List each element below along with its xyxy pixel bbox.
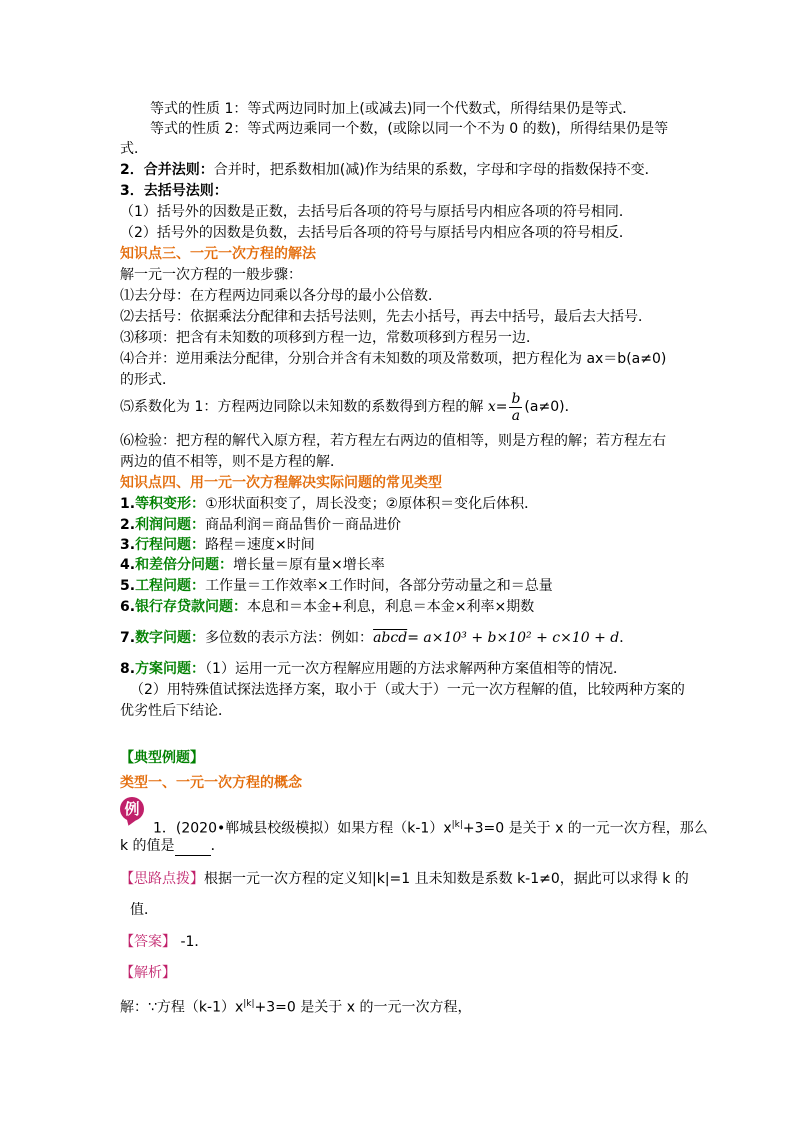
item-number: 5. [120,578,136,594]
formula-end: ． [619,630,634,646]
item-label: 方案问题： [135,661,206,677]
section-heading: 知识点三、一元一次方程的解法 [120,246,316,262]
type-item [120,576,553,596]
text-line: 等式的性质 2：等式两边乘同一个数，(或除以同一个不为 0 的数)，所得结果仍是等 [150,121,669,137]
rule-brackets [120,181,228,201]
question-line [153,815,708,839]
item-number: 2. [120,517,136,533]
item-number: 3． [120,183,144,199]
type-item [120,555,385,575]
item-number: 4. [120,557,136,573]
formula: = a×10³ + b×10² + c×10 + d [407,630,620,646]
text-line: 式． [120,141,148,157]
item-label: 利润问题： [135,517,206,533]
item-label: 合并法则： [143,162,214,178]
solution-text: 解：∵方程（k-1）x [120,999,244,1016]
question-text-cont: +3=0 是关于 x 的一元一次方程，那么 [462,820,708,837]
text-line: （2）用特殊值试探法选择方案，取小于（或大于）一元一次方程解的值，比较两种方案的 [130,682,685,698]
item-label: 去括号法则： [143,183,228,199]
text-line: ⑷合并：逆用乘法分配律，分别合并含有未知数的项及常数项，把方程化为 ax＝b(a≠0) [120,351,667,367]
text-line: 解一元一次方程的一般步骤： [120,267,302,283]
question-line [120,836,225,856]
item-label: 银行存贷款问题： [135,599,248,615]
item-text: 增长量＝原有量×增长率 [233,557,385,573]
exponent: |k| [451,820,463,830]
section-heading: 知识点四、用一元一次方程解决实际问题的常见类型 [120,475,442,491]
item-number: 7. [120,630,136,646]
step-text: ⑸系数化为 1：方程两边同除以未知数的系数得到方程的解 [120,399,484,415]
question-end: ． [210,838,225,854]
solution-line [120,994,471,1018]
item-text: 本息和＝本金+利息，利息＝本金×利率×期数 [247,599,535,615]
text-line: （1）括号外的因数是正数，去括号后各项的符号与原括号内相应各项的符号相同． [120,204,633,220]
text-line: （2）括号外的因数是负数，去括号后各项的符号与原括号内相应各项的符号相反． [120,225,633,241]
step-coefficient [120,389,579,425]
answer-line [120,932,208,952]
item-text: 多位数的表示方法：例如： [205,630,374,646]
solution-text-cont: +3=0 是关于 x 的一元一次方程， [254,999,472,1016]
answer-label: 【答案】 [120,934,176,950]
fraction-denominator: a [511,407,521,424]
exponent: |k| [243,999,255,1009]
example-badge: 例 [120,797,144,821]
item-label: 工程问题： [135,578,206,594]
answer-blank [175,841,211,856]
text-line: 两边的值不相等，则不是方程的解． [120,454,344,470]
item-label: 行程问题： [135,537,206,553]
text-line: ⑴去分母：在方程两边同乘以各分母的最小公倍数． [120,288,442,304]
item-label: 和差倍分问题： [135,557,234,573]
item-number: 6. [120,599,136,615]
text-line: ⑶移项：把含有未知数的项移到方程一边，常数项移到方程另一边． [120,330,540,346]
type-item [120,628,633,648]
type-heading: 类型一、一元一次方程的概念 [120,775,302,791]
rule-merge [120,160,659,180]
type-item [120,515,401,535]
type-item [120,659,627,679]
text-line: 优劣性后下结论． [120,703,232,719]
type-item [120,494,538,514]
var-x: x [487,399,496,415]
hint-line [120,869,689,889]
step-condition: (a≠0)． [524,399,579,415]
examples-title: 【典型例题】 [120,750,204,766]
hint-label: 【思路点拨】 [120,871,204,887]
type-item [120,535,315,555]
analysis-label: 【解析】 [120,965,176,981]
fraction-numerator: b [511,390,521,407]
question-text: 1．(2020•郸城县校级模拟）如果方程（k-1）x [153,820,452,837]
item-label: 等积变形： [135,496,206,512]
item-text: ①形状面积变了，周长没变；②原体积＝变化后体积． [205,496,539,512]
item-number: 1. [120,496,136,512]
item-text: 合并时，把系数相加(减)作为结果的系数，字母和字母的指数保持不变． [213,162,659,178]
equals-sign: = [495,399,508,415]
item-text: 商品利润＝商品售价－商品进价 [205,517,402,533]
text-line: 等式的性质 1：等式两边同时加上(或减去)同一个代数式，所得结果仍是等式． [150,101,637,117]
item-text: （1）运用一元一次方程解应用题的方法求解两种方案值相等的情况． [205,661,627,677]
answer-text: -1． [176,934,209,950]
overline-number: abcd [373,630,408,646]
item-number: 3. [120,537,136,553]
question-text: k 的值是 [120,838,175,854]
hint-text: 根据一元一次方程的定义知|k|=1 且未知数是系数 k-1≠0，据此可以求得 k 的 [204,871,689,887]
item-label: 数字问题： [135,630,206,646]
item-number: 8. [120,661,136,677]
text-line: ⑹检验：把方程的解代入原方程，若方程左右两边的值相等，则是方程的解；若方程左右 [120,433,666,449]
text-line: 值． [130,902,158,918]
fraction [509,391,522,424]
item-text: 路程＝速度×时间 [205,537,315,553]
text-line: 的形式． [120,372,176,388]
text-line: ⑵去括号：依据乘法分配律和去括号法则，先去小括号，再去中括号，最后去大括号． [120,309,652,325]
item-number: 2． [120,162,144,178]
item-text: 工作量＝工作效率×工作时间，各部分劳动量之和＝总量 [205,578,553,594]
type-item [120,597,534,617]
